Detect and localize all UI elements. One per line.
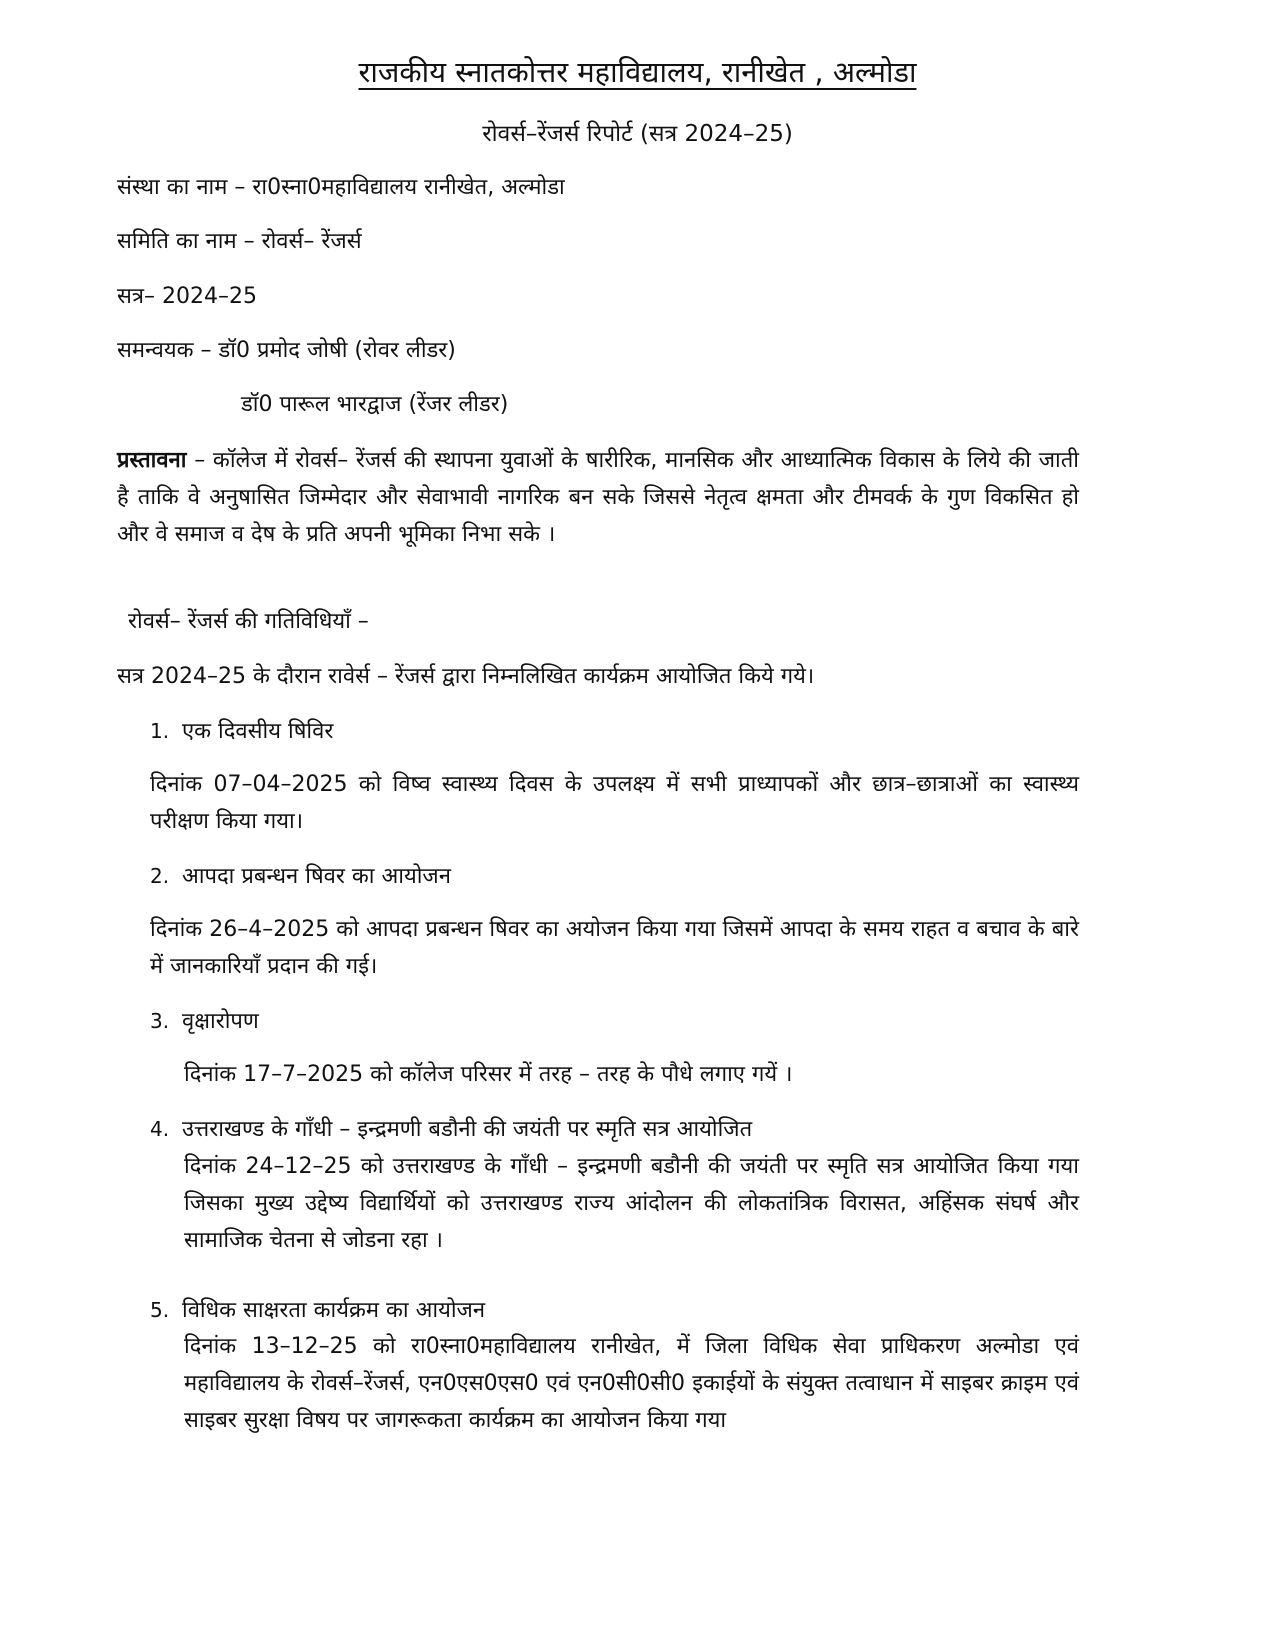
activity-title: विधिक साक्षरता कार्यक्रम का आयोजन [182,1298,486,1323]
page-title [0,52,1275,92]
activity-number: 4. [150,1117,170,1141]
activity-item-5-title-row [150,1294,485,1327]
activity-item-1-text: दिनांक 07–04–2025 को विष्व स्वास्थ्य दिवस के उपलक्ष्य में सभी प्राध्यापकों और छात्र–छात्राओं का स्वास्थ्य परीक्षण किया गया। [150,772,1079,834]
activity-item-4-title-row [150,1113,752,1146]
activity-item-4-text: दिनांक 24–12–25 को उत्तराखण्ड के गाँधी – इन्द्रमणी बडौनी की जयंती पर स्मृति सत्र आयोजित किया गया जिसका मुख्य उद्देष्य विद्यार्थियों को उत्तराखण्ड राज्य आंदोलन की लोकतांत्रिक विरासत, अहिंसक संघर्ष और सामाजिक चेतना से जोडना रहा । [184,1154,1079,1253]
college-name: राजकीय स्नातकोत्तर महाविद्यालय, रानीखेत , अल्मोडा [358,55,917,89]
report-subtitle: रोवर्स–रेंजर्स रिपोर्ट (सत्र 2024–25) [482,121,793,147]
activity-title: वृक्षारोपण [182,1009,259,1034]
activity-item-2-text: दिनांक 26–4–2025 को आपदा प्रबन्धन षिवर का अयोजन किया गया जिसमें आपदा के समय राहत व बचाव के बारे में जानकारियाँ प्रदान की गई। [150,917,1079,979]
coordinator: समन्वयक – डॉ0 प्रमोद जोषी (रोवर लीडर) [117,338,456,363]
activity-item-3-title-row [150,1005,259,1038]
activities-heading: रोवर्स– रेंजर्स की गतिविधियाँ – [128,609,369,634]
activity-number: 1. [150,719,170,743]
activity-number: 2. [150,864,170,888]
activity-item-2-title-row [150,860,451,893]
session: सत्र– 2024–25 [117,284,257,309]
activity-title: आपदा प्रबन्धन षिवर का आयोजन [182,864,451,889]
activity-title: एक दिवसीय षिविर [182,719,334,744]
intro-text: – कॉलेज में रोवर्स– रेंजर्स की स्थापना युवाओं के षारीरिक, मानसिक और आध्यात्मिक विकास के लिये की जाती है ताकि वे अनुषासित जिम्मेदार और सेवाभावी नागरिक बन सके जिससे नेतृत्व क्षमता और टीमवर्क के गुण विकसित हो और वे समाज व देष के प्रति अपनी भूमिका निभा सके । [117,448,1079,547]
activity-item-5-text: दिनांक 13–12–25 को रा0स्ना0महाविद्यालय रानीखेत, में जिला विधिक सेवा प्राधिकरण अल्मोडा एवं महाविद्यालय के रोवर्स–रेंजर्स, एन0एस0एस0 एवं एन0सी0सी0 इकाईयों के संयुक्त तत्वाधान में साइबर क्राइम एवं साइबर सुरक्षा विषय पर जागरूकता कार्यक्रम का आयोजन किया गया [184,1334,1079,1433]
activities-intro: सत्र 2024–25 के दौरान रावेर्स – रेंजर्स द्वारा निम्नलिखित कार्यक्रम आयोजित किये गये। [117,664,815,689]
committee-name: समिति का नाम – रोवर्स– रेंजर्स [117,229,362,254]
activity-item-3-text: दिनांक 17–7–2025 को कॉलेज परिसर में तरह – तरह के पौधे लगाए गयें । [184,1062,793,1087]
coordinator-2: डॉ0 पारूल भारद्वाज (रेंजर लीडर) [241,392,509,417]
institution-name: संस्था का नाम – रा0स्ना0महाविद्यालय रानीखेत, अल्मोडा [117,175,565,200]
intro-label: प्रस्तावना [117,448,187,473]
activity-title: उत्तराखण्ड के गाँधी – इन्द्रमणी बडौनी की जयंती पर स्मृति सत्र आयोजित [182,1117,753,1142]
activity-item-1-title-row [150,715,333,748]
activity-number: 5. [150,1298,170,1322]
activity-number: 3. [150,1009,170,1033]
intro-paragraph [117,442,1079,553]
